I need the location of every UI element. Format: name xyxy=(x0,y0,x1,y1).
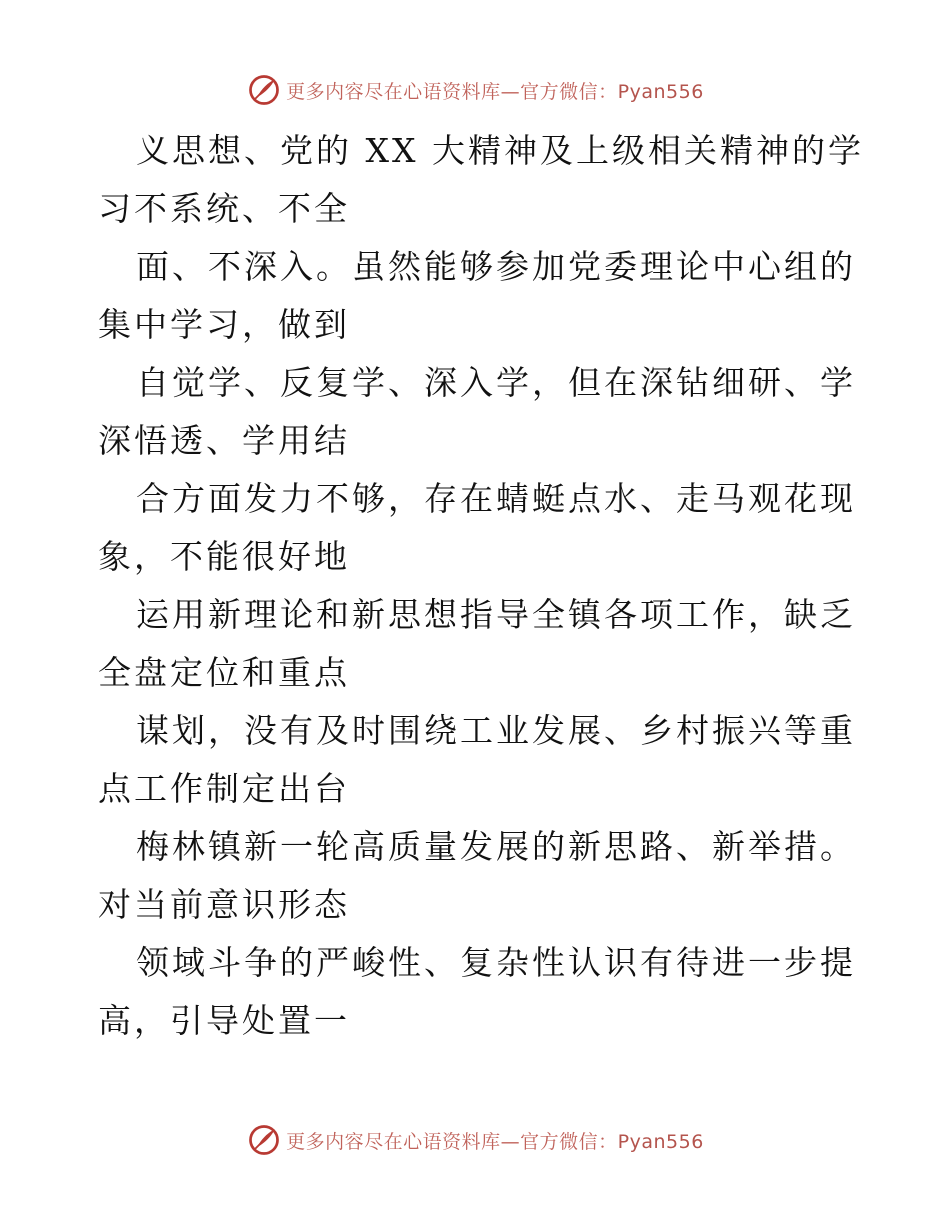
paragraph: 面、不深入。虽然能够参加党委理论中心组的集中学习，做到 xyxy=(98,247,856,344)
banner-text: 更多内容尽在心语资料库—官方微信：Pyan556 xyxy=(286,80,704,103)
banner-text: 更多内容尽在心语资料库—官方微信：Pyan556 xyxy=(286,1130,704,1153)
feather-pen-logo-icon xyxy=(246,72,282,108)
feather-pen-logo-icon xyxy=(246,1122,282,1158)
paragraph: 梅林镇新一轮高质量发展的新思路、新举措。对当前意识形态 xyxy=(98,827,856,924)
paragraph: 自觉学、反复学、深入学，但在深钻细研、学深悟透、学用结 xyxy=(98,363,856,460)
paragraph: 义思想、党的 XX 大精神及上级相关精神的学习不系统、不全 xyxy=(98,131,864,228)
paragraph: 运用新理论和新思想指导全镇各项工作，缺乏全盘定位和重点 xyxy=(98,595,856,692)
document-body xyxy=(98,122,868,1050)
header-banner xyxy=(0,70,950,110)
wechat-id: Pyan556 xyxy=(617,80,704,103)
wechat-id: Pyan556 xyxy=(617,1130,704,1153)
paragraph: 合方面发力不够，存在蜻蜓点水、走马观花现象，不能很好地 xyxy=(98,479,856,576)
footer-banner xyxy=(0,1120,950,1160)
paragraph: 领域斗争的严峻性、复杂性认识有待进一步提高，引导处置一 xyxy=(98,943,856,1040)
paragraph: 谋划，没有及时围绕工业发展、乡村振兴等重点工作制定出台 xyxy=(98,711,856,808)
